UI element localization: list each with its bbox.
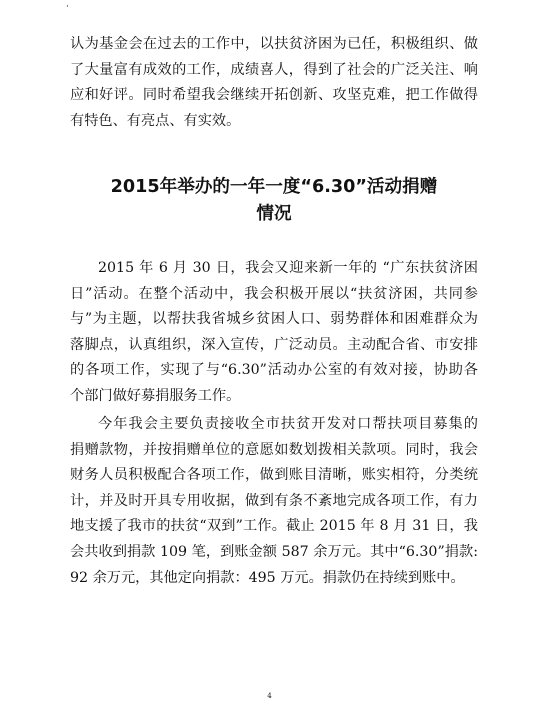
section-heading-line: 情况 — [256, 204, 292, 224]
paragraph-intro — [70, 32, 478, 134]
paragraph-line: 有特色、有亮点、有实效。 — [70, 112, 241, 129]
paragraph-line: 会共收到捐款 109 笔，到账金额 587 余万元。其中“6.30”捐款: — [70, 543, 478, 560]
paragraph-line: 2015 年 6 月 30 日，我会又迎来新一年的 “广东扶贫济困 — [98, 260, 478, 276]
paragraph-line: 了大量富有成效的工作，成绩喜人，得到了社会的广泛关注、响 — [70, 61, 478, 78]
paragraph-line: 与”为主题，以帮扶我省城乡贫困人口、弱势群体和困难群众为 — [70, 311, 478, 328]
paragraph-line: 财务人员积极配合各项工作，做到账目清晰，账实相符，分类统 — [70, 467, 478, 484]
section-heading — [70, 174, 478, 228]
section-heading-line: 2015年举办的一年一度“6.30”活动捐赠 — [110, 177, 438, 197]
paragraph-line: 应和好评。同时希望我会继续开拓创新、攻坚克难，把工作做得 — [70, 87, 478, 104]
paragraph-line: 地支援了我市的扶贫“双到”工作。截止 2015 年 8 月 31 日，我 — [70, 518, 478, 535]
paragraph-line: 计，并及时开具专用收据，做到有条不紊地完成各项工作，有力 — [70, 492, 478, 509]
paragraph-line: 个部门做好募捐服务工作。 — [70, 387, 241, 404]
paragraph-line: 的各项工作，实现了与“6.30”活动办公室的有效对接，协助各 — [70, 362, 478, 379]
paragraph-line: 今年我会主要负责接收全市扶贫开发对口帮扶项目募集的 — [98, 416, 478, 432]
paragraph-line: 92 余万元，其他定向捐款：495 万元。捐款仍在持续到账中。 — [70, 569, 465, 586]
page-number: 4 — [267, 692, 272, 700]
corner-mark: · — [66, 2, 69, 12]
paragraph-donation — [70, 412, 478, 591]
paragraph-line: 日”活动。在整个活动中，我会积极开展以“扶贫济困，共同参 — [70, 285, 478, 302]
paragraph-activity — [70, 256, 478, 410]
paragraph-line: 捐赠款物，并按捐赠单位的意愿如数划拨相关款项。同时，我会 — [70, 441, 478, 458]
paragraph-line: 落脚点，认真组织，深入宣传，广泛动员。主动配合省、市安排 — [70, 336, 478, 353]
paragraph-line: 认为基金会在过去的工作中，以扶贫济困为已任，积极组织、做 — [70, 36, 478, 52]
